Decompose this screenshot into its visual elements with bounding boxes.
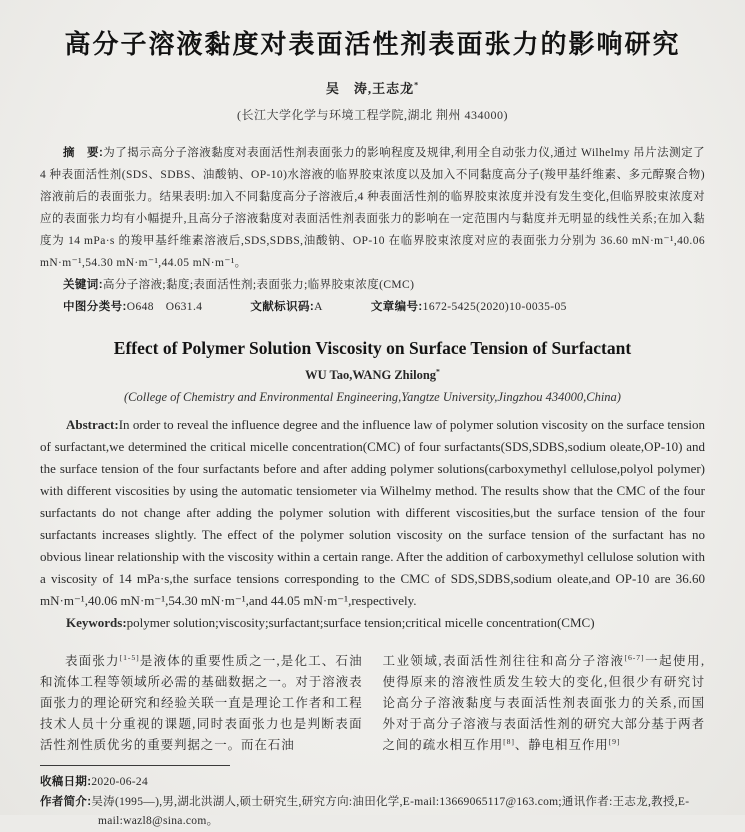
clc-value: O648 O631.4 — [126, 301, 203, 313]
document-code-value: A — [314, 301, 323, 313]
keywords-en-label: Keywords: — [66, 615, 127, 630]
received-date-label: 收稿日期: — [40, 776, 92, 788]
abstract-zh-label: 摘 要: — [63, 147, 104, 159]
authors-zh-names: 吴 涛,王志龙 — [325, 81, 415, 96]
document-code-label: 文献标识码: — [250, 301, 315, 313]
authors-zh — [40, 78, 705, 97]
article-number-label: 文章编号: — [370, 301, 423, 313]
body-columns — [40, 651, 705, 756]
body-column-right: 工业领域,表面活性剂往往和高分子溶液[6-7]一起使用,使得原来的溶液性质发生较大的变化,但很少有研究讨论高分子溶液黏度与表面活性剂表面张力的关系,而国外对于高分子溶液与表面活性剂的研究大部分基于两者之间的疏水相互作用[8]、静电相互作用[9] — [382, 652, 705, 752]
authors-en-names: WU Tao,WANG Zhilong — [305, 368, 437, 382]
authors-en — [40, 368, 705, 383]
keywords-zh-text: 高分子溶液;黏度;表面活性剂;表面张力;临界胶束浓度(CMC) — [102, 279, 415, 291]
article-meta-row — [40, 296, 705, 318]
article-number — [371, 296, 567, 318]
footnote-block — [40, 765, 705, 832]
received-date-value: 2020-06-24 — [91, 776, 149, 788]
author-bio-text: 吴涛(1995—),男,湖北洪湖人,硕士研究生,研究方向:油田化学,E-mail:13669065117@163.com;通讯作者:王志龙,教授,E-mail:wazl8@sina.com。 — [91, 795, 690, 827]
received-date-line — [40, 773, 705, 793]
footnote-divider — [40, 765, 230, 766]
affiliation-zh: (长江大学化学与环境工程学院,湖北 荆州 434000) — [237, 108, 508, 122]
abstract-zh-text: 为了揭示高分子溶液黏度对表面活性剂表面张力的影响程度及规律,利用全自动张力仪,通过 Wilhelmy 吊片法测定了 4 种表面活性剂(SDS、SDBS、油酸钠、OP-10)水溶液的临界胶束浓度以及加入不同黏度高分子(羧甲基纤维素、多元醇聚合物)溶液前后的表面张力。结果表明:加入不同黏度高分子溶液后,4 种表面活性剂的临界胶束浓度并没有发生变化,但临界胶束浓度对应的表面张力均有小幅提升,且高分子溶液黏度对表面活性剂表面张力的影响在一定范围内与黏度并无明显的线性关系;在加入黏度为 14 mPa·s 的羧甲基纤维素溶液后,SDS,SDBS,油酸钠、OP-10 在临界胶束浓度对应的表面张力分别为 36.60 mN·m⁻¹,40.06 mN·m⁻¹,54.30 mN·m⁻¹,44.05 mN·m⁻¹。 — [40, 147, 705, 269]
corresponding-author-mark: * — [414, 80, 420, 90]
keywords-en — [40, 612, 705, 634]
abstract-en-label: Abstract: — [66, 417, 119, 432]
affiliation-en: (College of Chemistry and Environmental Engineering,Yangtze University,Jingzhou 434000,China) — [124, 390, 621, 404]
abstract-en-text: In order to reveal the influence degree and the influence law of polymer solution viscosity on the surface tension of surfactant,we determined the critical micelle concentration(CMC) of four surfactants(SDS,SDBS,sodium oleate,OP-10) and the surface tension of the four surfactants before and after adding polymer solutions(carboxymethyl cellulose,polyol polymer) with different viscosities by using the automatic tensiometer via Wilhelmy method. The results show that the CMC of the four surfactants do not change after adding the polymer solution with different viscosities,but the surface tension of the four surfactants increases slightly. The effect of the polymer solution viscosity on the surface tension of the surfactant has no obvious linear relationship with the viscosity within a certain range. After the addition of carboxymethyl cellulose solution with a viscosity of 14 mPa·s,the surface tensions corresponding to the CMC of SDS,SDBS,sodium oleate,and OP-10 are 36.60 mN·m⁻¹,40.06 mN·m⁻¹,54.30 mN·m⁻¹,and 44.05 mN·m⁻¹,respectively. — [40, 417, 705, 608]
clc-number — [63, 296, 202, 318]
abstract-en — [40, 414, 705, 612]
article-number-value: 1672-5425(2020)10-0035-05 — [422, 301, 567, 313]
corresponding-author-mark-en: * — [436, 366, 440, 376]
document-code — [250, 296, 322, 318]
abstract-zh — [40, 142, 705, 274]
clc-label: 中图分类号: — [63, 301, 127, 313]
paper-title-en: Effect of Polymer Solution Viscosity on Surface Tension of Surfactant — [113, 338, 632, 358]
keywords-zh-label: 关键词: — [63, 279, 103, 291]
body-column-left: 表面张力[1-5]是液体的重要性质之一,是化工、石油和流体工程等领域所必需的基础数据之一。对于溶液表面张力的理论研究和经验关联一直是理论工作者和工程技术人员十分重视的课题,同时表面张力也是判断表面活性剂性质优劣的重要判据之一。而在石油 — [40, 652, 363, 752]
paper-title-zh: 高分子溶液黏度对表面活性剂表面张力的影响研究 — [64, 29, 681, 59]
keywords-en-text: polymer solution;viscosity;surfactant;surface tension;critical micelle concentration(CMC) — [126, 615, 595, 630]
keywords-zh — [40, 274, 705, 296]
author-bio-label: 作者简介: — [40, 795, 92, 808]
author-bio-line — [40, 793, 705, 832]
